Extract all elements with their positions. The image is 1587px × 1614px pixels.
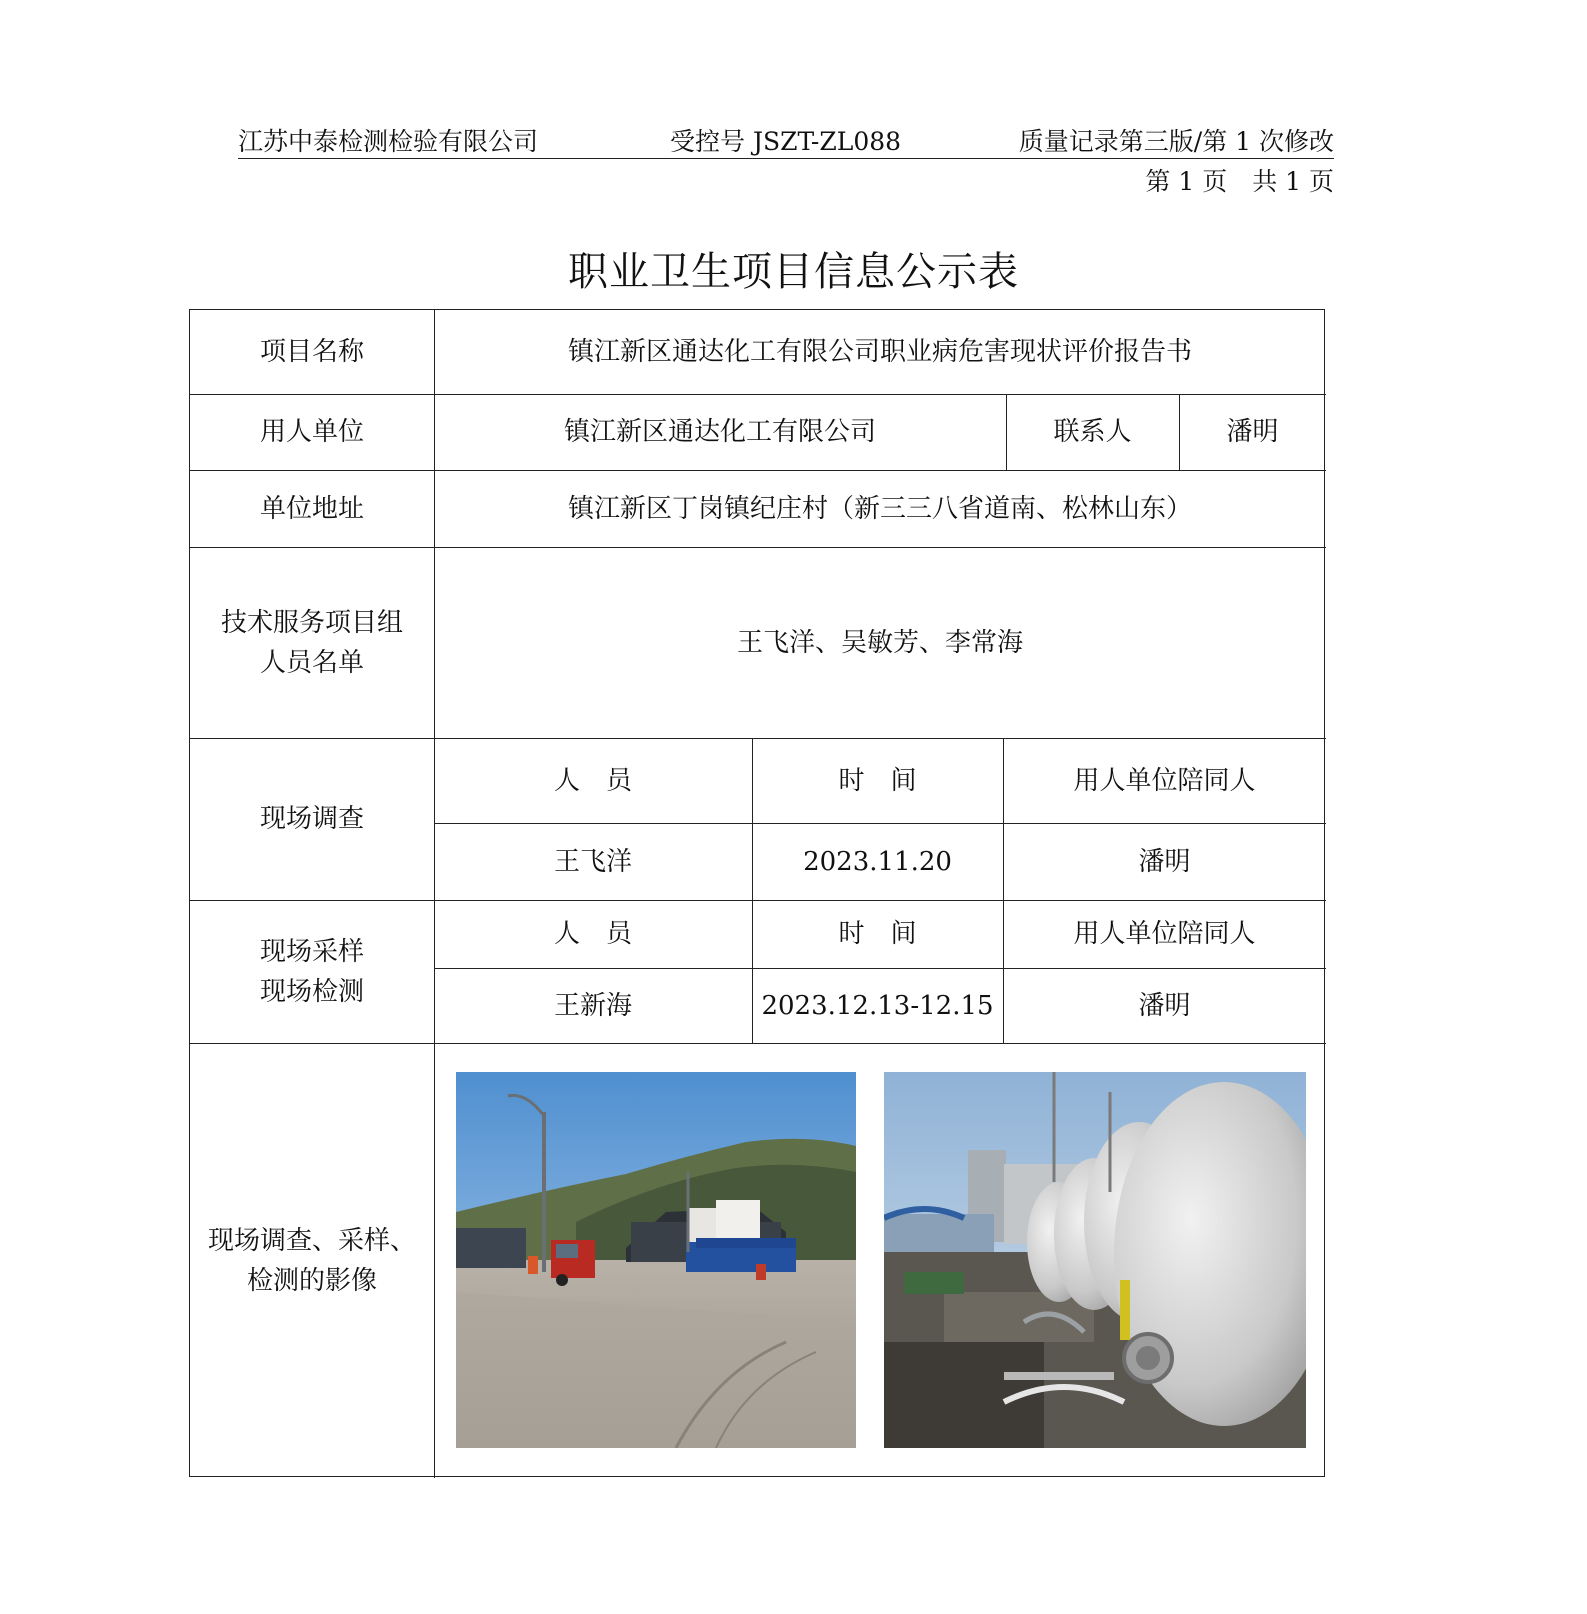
survey-time: 2023.11.20 <box>803 846 952 877</box>
survey-col-escort: 用人单位陪同人 <box>1073 765 1256 796</box>
team-label <box>190 547 434 738</box>
employer-value: 镇江新区通达化工有限公司 <box>563 417 876 447</box>
page-title: 职业卫生项目信息公示表 <box>568 249 1019 295</box>
images-label-line1: 现场调查、采样、 <box>207 1225 416 1256</box>
sampling-person: 王新海 <box>553 990 632 1021</box>
survey-escort: 潘明 <box>1138 846 1191 877</box>
document-header <box>238 118 1334 159</box>
info-table <box>189 309 1325 1477</box>
sampling-escort: 潘明 <box>1138 990 1191 1021</box>
sampling-col-person: 人 员 <box>553 919 632 949</box>
project-name-value: 镇江新区通达化工有限公司职业病危害现状评价报告书 <box>567 337 1192 367</box>
survey-col-person: 人 员 <box>553 765 632 796</box>
images-label-line2: 检测的影像 <box>246 1265 377 1296</box>
images-label <box>190 1043 434 1478</box>
sampling-col-escort: 用人单位陪同人 <box>1073 919 1256 949</box>
site-photo-tanks <box>884 1072 1306 1448</box>
address-value: 镇江新区丁岗镇纪庄村（新三三八省道南、松林山东） <box>567 493 1192 524</box>
sampling-label-line1: 现场采样 <box>259 936 364 967</box>
team-value: 王飞洋、吴敏芳、李常海 <box>736 627 1023 658</box>
project-name-label: 项目名称 <box>259 337 364 367</box>
survey-person: 王飞洋 <box>553 846 632 877</box>
sampling-col-time: 时 间 <box>838 919 917 949</box>
survey-label: 现场调查 <box>259 804 364 834</box>
employer-label: 用人单位 <box>259 417 364 447</box>
control-number: 受控号 JSZT-ZL088 <box>670 127 902 156</box>
contact-label: 联系人 <box>1053 417 1132 447</box>
team-label-line1: 技术服务项目组 <box>220 607 403 638</box>
company-name: 江苏中泰检测检验有限公司 <box>238 127 539 156</box>
site-photo-yard <box>456 1072 856 1448</box>
page-number: 第 1 页 共 1 页 <box>1145 167 1334 196</box>
survey-col-time: 时 间 <box>838 765 917 796</box>
contact-value: 潘明 <box>1226 417 1279 447</box>
team-label-line2: 人员名单 <box>259 647 364 678</box>
version-info: 质量记录第三版/第 1 次修改 <box>1018 127 1334 156</box>
sampling-time: 2023.12.13-12.15 <box>761 990 994 1021</box>
sampling-label <box>190 900 434 1043</box>
address-label: 单位地址 <box>259 493 364 524</box>
sampling-label-line2: 现场检测 <box>259 976 364 1007</box>
